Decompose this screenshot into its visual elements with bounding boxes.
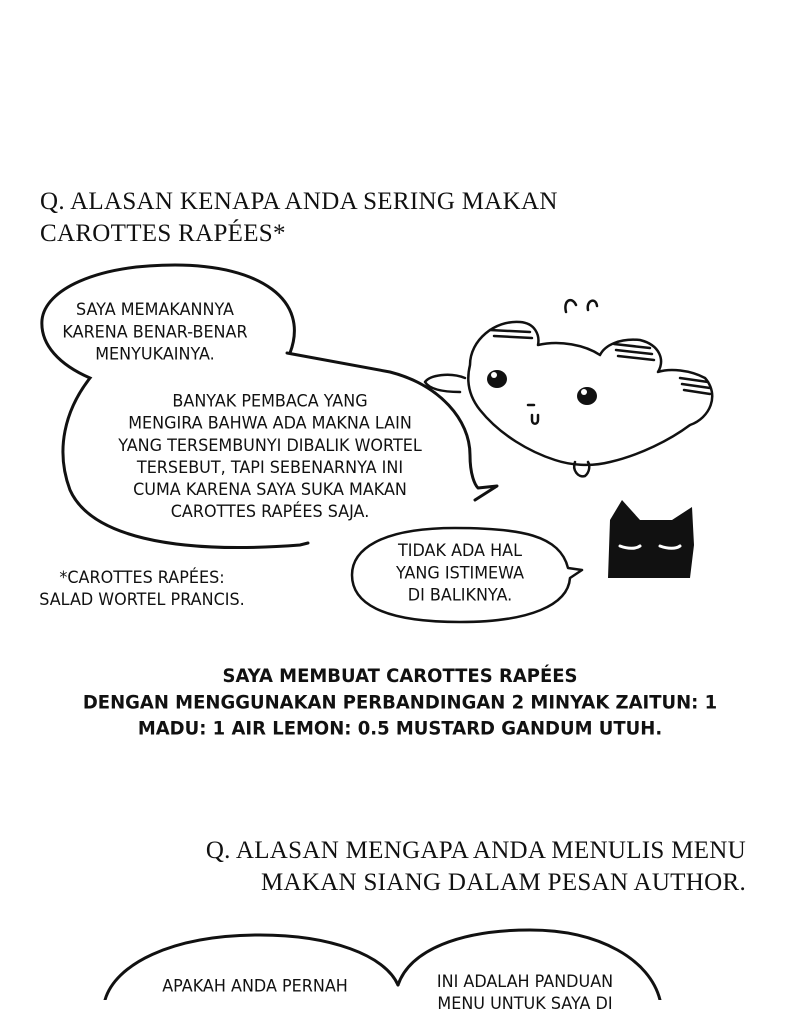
footnote — [12, 566, 272, 610]
bubble-main-text — [90, 390, 450, 522]
bubble-cat-line-2: YANG ISTIMEWA — [395, 562, 525, 583]
question-1 — [40, 186, 558, 250]
hamster-eyes — [487, 370, 597, 405]
bubble-bottom-right-text — [415, 970, 635, 1014]
bubble-main-line-6: CAROTTES RAPÉES SAJA. — [170, 501, 370, 522]
black-cat-character — [608, 500, 694, 578]
bubble-top-line-1: SAYA MEMAKANNYA — [76, 299, 234, 320]
bubble-main-line-3: YANG TERSEMBUNYI DIBALIK WORTEL — [118, 435, 422, 455]
bubble-top-text — [55, 298, 255, 364]
bubble-main-line-1: BANYAK PEMBACA YANG — [172, 390, 368, 411]
question-1-line-1: Q. ALASAN KENAPA ANDA SERING MAKAN — [40, 188, 558, 215]
question-2-line-1: Q. ALASAN MENGAPA ANDA MENULIS MENU — [205, 837, 746, 864]
recipe-line-1: SAYA MEMBUAT CAROTTES RAPÉES — [222, 665, 578, 688]
bubble-bottom-right-line-1: INI ADALAH PANDUAN — [436, 971, 614, 991]
bubble-main-line-5: CUMA KARENA SAYA SUKA MAKAN — [133, 479, 407, 500]
bubble-bottom-right-line-2: MENU UNTUK SAYA DI — [437, 993, 613, 1013]
bubble-main-line-4: TERSEBUT, TAPI SEBENARNYA INI — [136, 457, 404, 477]
bubble-bottom-left-line-1: APAKAH ANDA PERNAH — [162, 975, 348, 996]
bubble-bottom-left-text — [140, 974, 370, 996]
hamster-ear-shading — [490, 330, 710, 394]
recipe-text — [40, 663, 760, 742]
bubble-cat-text — [370, 539, 550, 605]
recipe-line-2: DENGAN MENGGUNAKAN PERBANDINGAN 2 MINYAK ZAITUN: 1 — [82, 691, 718, 714]
bubble-main-line-2: MENGIRA BAHWA ADA MAKNA LAIN — [128, 412, 412, 433]
question-2-line-2: MAKAN SIANG DALAM PESAN AUTHOR. — [260, 869, 746, 896]
footnote-line-1: *CAROTTES RAPÉES: — [59, 567, 225, 587]
recipe-line-3: MADU: 1 AIR LEMON: 0.5 MUSTARD GANDUM UTUH. — [137, 717, 663, 740]
footnote-line-2: SALAD WORTEL PRANCIS. — [39, 589, 245, 609]
bubble-cat-line-3: DI BALIKNYA. — [407, 584, 513, 605]
bubble-cat-line-1: TIDAK ADA HAL — [398, 540, 522, 561]
question-2 — [206, 835, 746, 899]
bubble-top-line-3: MENYUKAINYA. — [95, 343, 215, 364]
bubble-top-line-2: KARENA BENAR-BENAR — [62, 321, 248, 342]
hamster-character — [425, 300, 712, 476]
question-1-line-2: CAROTTES RAPÉES* — [40, 220, 286, 247]
